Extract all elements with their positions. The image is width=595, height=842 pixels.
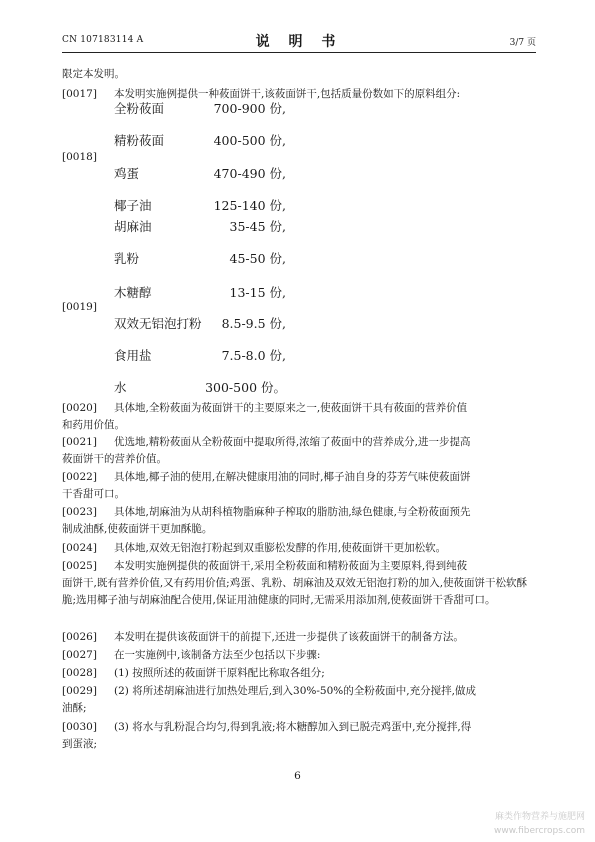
paragraph [62, 647, 536, 665]
paragraph [62, 719, 536, 755]
paragraph-text-continued: 制成油酥,使莜面饼干更加酥脆。 [62, 523, 213, 535]
paragraph-text-continued: 到蛋液; [62, 738, 98, 750]
ingredient-amount: 700-900 份, [213, 101, 286, 116]
paragraph [62, 434, 536, 470]
paragraph-text: 具体地,椰子油的使用,在解决健康用油的同时,椰子油自身的芬芳气味使莜面饼 [114, 471, 471, 483]
paragraph [62, 683, 536, 719]
paragraph-text: 本发明实施例提供一种莜面饼干,该莜面饼干,包括质量份数如下的原料组分: [114, 88, 461, 100]
ingredient-amount: 45-50 份, [229, 251, 286, 266]
ingredient-name: 木糖醇 [114, 285, 152, 300]
document-number: CN 107183114 A [62, 35, 144, 45]
paragraph-number: [0019] [62, 301, 97, 313]
paragraph-text: 具体地,胡麻油为从胡科植物脂麻种子榨取的脂肪油,绿色健康,与全粉莜面预先 [114, 506, 471, 518]
ingredient-name: 水 [114, 380, 127, 395]
header-rule [62, 52, 536, 53]
ingredient-name: 鸡蛋 [114, 166, 140, 181]
paragraph-number: [0022] [62, 471, 97, 483]
ingredient-name: 乳粉 [114, 251, 140, 266]
paragraph [62, 504, 536, 540]
paragraph-number: [0020] [62, 402, 97, 414]
paragraph-number: [0024] [62, 542, 97, 554]
paragraph [62, 540, 536, 558]
paragraph-text: 优选地,精粉莜面从全粉莜面中提取所得,浓缩了莜面中的营养成分,进一步提高 [114, 436, 471, 448]
paragraph-text-continued: 面饼干,既有营养价值,又有药用价值;鸡蛋、乳粉、胡麻油及双效无铝泡打粉的加入,使莜面饼干松软酥脆;选用椰子油与胡麻油配合使用,保证用油健康的同时,无需采用添加剂,使莜面饼干香甜可口。 [62, 577, 528, 606]
paragraph-text-continued: 干香甜可口。 [62, 488, 125, 500]
ingredient-amount: 400-500 份, [213, 133, 286, 148]
paragraph-number: [0029] [62, 685, 97, 697]
document-title: 说 明 书 [255, 34, 343, 50]
ingredient-amount: 7.5-8.0 份, [221, 348, 286, 363]
ingredient-amount: 35-45 份, [229, 219, 286, 234]
paragraph-text-continued: 油酥; [62, 702, 87, 714]
paragraph-text: (1) 按照所述的莜面饼干原料配比称取各组分; [114, 667, 325, 679]
paragraph-number: [0026] [62, 631, 97, 643]
paragraph [62, 558, 536, 628]
paragraph-number: [0027] [62, 649, 97, 661]
page-number: 6 [294, 770, 301, 782]
watermark-site-name: 麻类作物营养与施肥网 [494, 812, 585, 822]
paragraph-number: [0017] [62, 88, 97, 100]
ingredient-name: 椰子油 [114, 198, 152, 213]
paragraph [62, 469, 536, 505]
paragraph-text-continued: 莜面饼干的营养价值。 [62, 453, 167, 465]
paragraph-text: 具体地,全粉莜面为莜面饼干的主要原来之一,使莜面饼干具有莜面的营养价值 [114, 402, 468, 414]
paragraph-text: (2) 将所述胡麻油进行加热处理后,到入30%-50%的全粉莜面中,充分搅拌,做成 [114, 685, 476, 697]
paragraph-number: [0030] [62, 721, 97, 733]
ingredient-amount: 125-140 份, [213, 198, 286, 213]
ingredient-name: 双效无铝泡打粉 [114, 316, 202, 331]
paragraph-number: [0021] [62, 436, 97, 448]
ingredient-name: 全粉莜面 [114, 101, 165, 116]
paragraph-text: 具体地,双效无铝泡打粉起到双重膨松发酵的作用,使莜面饼干更加松软。 [114, 542, 447, 554]
watermark [494, 810, 585, 838]
paragraph-text: 本发明实施例提供的莜面饼干,采用全粉莜面和精粉莜面为主要原料,得到纯莜 [114, 560, 468, 572]
paragraph [62, 629, 536, 647]
ingredient-amount: 300-500 份。 [205, 380, 286, 395]
paragraph-text: 本发明在提供该莜面饼干的前提下,还进一步提供了该莜面饼干的制备方法。 [114, 631, 464, 643]
paragraph-number: [0025] [62, 560, 97, 572]
paragraph [62, 400, 536, 436]
ingredient-amount: 13-15 份, [229, 285, 286, 300]
intro-line: 限定本发明。 [62, 68, 125, 80]
page-header [62, 34, 536, 50]
ingredient-amount: 470-490 份, [213, 166, 286, 181]
watermark-url: www.fibercrops.com [494, 826, 585, 836]
ingredient-name: 精粉莜面 [114, 133, 165, 148]
page-reference: 3/7 页 [509, 38, 536, 48]
paragraph-text-continued: 和药用价值。 [62, 419, 125, 431]
paragraph-text: (3) 将水与乳粉混合均匀,得到乳液;将木糖醇加入到已脱壳鸡蛋中,充分搅拌,得 [114, 721, 472, 733]
paragraph-number: [0023] [62, 506, 97, 518]
ingredient-amount: 8.5-9.5 份, [221, 316, 286, 331]
ingredient-name: 食用盐 [114, 348, 152, 363]
ingredient-name: 胡麻油 [114, 219, 152, 234]
paragraph [62, 665, 536, 683]
paragraph-text: 在一实施例中,该制备方法至少包括以下步骤: [114, 649, 321, 661]
paragraph-number: [0028] [62, 667, 97, 679]
paragraph-number: [0018] [62, 151, 97, 163]
